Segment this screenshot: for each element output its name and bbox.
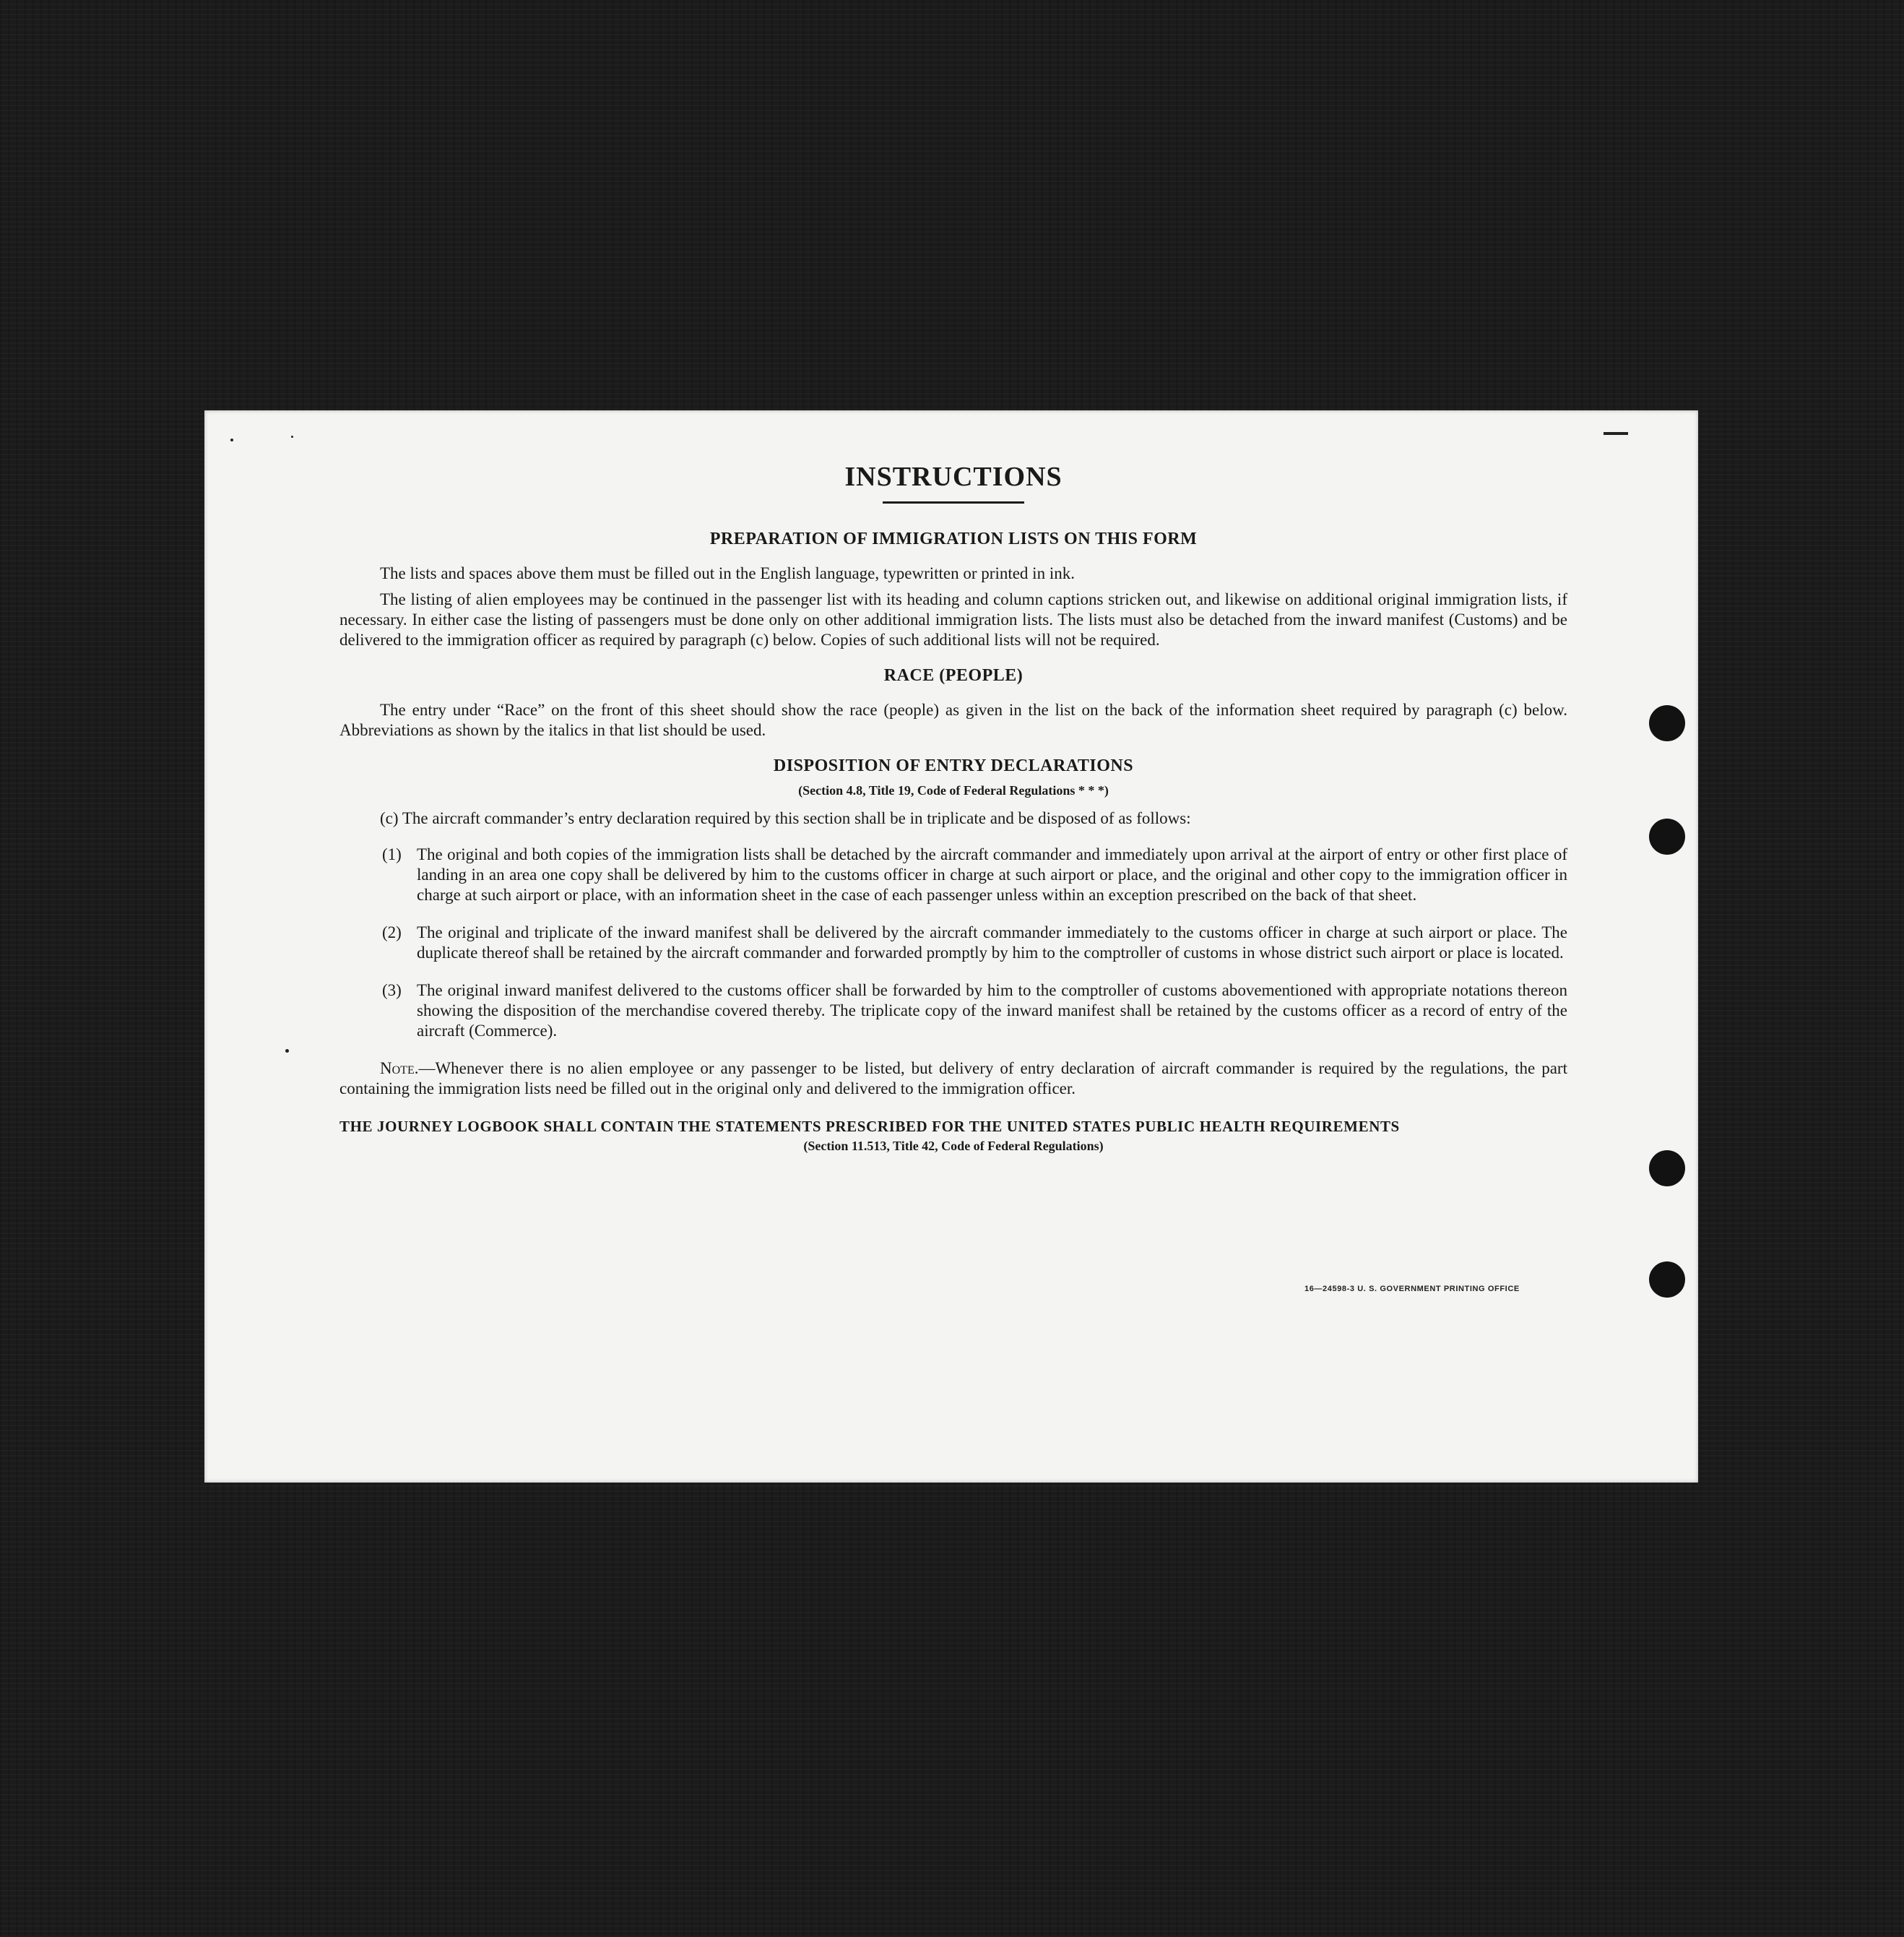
document-sheet xyxy=(204,410,1698,1483)
printer-imprint: 16—24598-3 U. S. GOVERNMENT PRINTING OFFICE xyxy=(1304,1285,1520,1293)
punch-hole xyxy=(1649,705,1685,741)
paragraph-note xyxy=(339,1058,1567,1099)
punch-hole xyxy=(1649,1261,1685,1298)
ink-speck xyxy=(291,436,293,438)
list-item xyxy=(382,980,1567,1041)
paragraph-race-entry: The entry under “Race” on the front of this sheet should show the race (people) as given in the list on the back of the information sheet required by paragraph (c) below. Abbreviations as shown by the italics in that list should be used. xyxy=(339,701,1567,739)
ink-speck xyxy=(230,439,233,441)
list-item-text: The original and both copies of the immigration lists shall be detached by the aircraft commander and immediately upon arrival at the airport of entry or other first place of landing in an area one copy shall be delivered by him to the customs officer in charge at such airport or place, and the original and other copy to the immigration officer in charge at such airport or place, with an information sheet in the case of each passenger unless within an exception prescribed on the back of that sheet. xyxy=(417,845,1567,904)
instructions-content xyxy=(339,461,1567,1165)
list-item xyxy=(382,923,1567,963)
public-health-statement: THE JOURNEY LOGBOOK SHALL CONTAIN THE STATEMENTS PRESCRIBED FOR THE UNITED STATES PUBLIC HEALTH REQUIREMENTS xyxy=(339,1118,1400,1135)
list-item-number: (2) xyxy=(382,923,402,941)
list-item-number: (3) xyxy=(382,981,402,999)
paragraph-lists-language: The lists and spaces above them must be filled out in the English language, typewritten or printed in ink. xyxy=(380,564,1075,582)
punch-hole xyxy=(1649,819,1685,855)
note-text: —Whenever there is no alien employee or any passenger to be listed, but delivery of entry declaration of aircraft commander is required by the regulations, the part containing the immigration lists need be filled out in the original only and delivered to the immigration officer. xyxy=(339,1059,1567,1097)
paragraph-entry-declaration-intro: (c) The aircraft commander’s entry declaration required by this section shall be in triplicate and be disposed of as follows: xyxy=(380,809,1191,827)
section-heading-race: RACE (PEOPLE) xyxy=(883,666,1024,685)
list-item-number: (1) xyxy=(382,845,402,863)
list-item-text: The original and triplicate of the inward manifest shall be delivered by the aircraft commander immediately to the customs officer in charge at such airport or place. The duplicate thereof shall be retained by the aircraft commander and forwarded promptly by him to the comptroller of customs in whose district such airport or place is located. xyxy=(417,923,1567,962)
section-heading-preparation: PREPARATION OF IMMIGRATION LISTS ON THIS FORM xyxy=(709,530,1198,548)
section-heading-disposition: DISPOSITION OF ENTRY DECLARATIONS xyxy=(773,756,1134,775)
ink-speck xyxy=(285,1049,289,1053)
title-rule xyxy=(883,501,1024,504)
paragraph-alien-employees: The listing of alien employees may be continued in the passenger list with its heading and column captions stricken out, and likewise on additional original immigration lists, if necessary. In either case the listing of passengers must be done only on other additional immigration lists. The lists must also be detached from the inward manifest (Customs) and be delivered to the immigration officer as required by paragraph (c) below. Copies of such additional lists will not be required. xyxy=(339,590,1567,649)
punch-hole xyxy=(1649,1150,1685,1186)
section-citation: (Section 4.8, Title 19, Code of Federal Regulations * * *) xyxy=(798,783,1109,798)
note-label: Note. xyxy=(380,1059,419,1077)
public-health-citation: (Section 11.513, Title 42, Code of Federal Regulations) xyxy=(803,1139,1104,1153)
list-item xyxy=(382,845,1567,905)
page-title: INSTRUCTIONS xyxy=(844,462,1063,492)
list-item-text: The original inward manifest delivered to the customs officer shall be forwarded by him to the comptroller of customs abovementioned with appropriate notations thereon showing the disposition of the merchandise covered thereby. The triplicate copy of the inward manifest shall be retained by the customs officer as a record of entry of the aircraft (Commerce). xyxy=(417,981,1567,1040)
ink-speck xyxy=(1604,432,1628,435)
